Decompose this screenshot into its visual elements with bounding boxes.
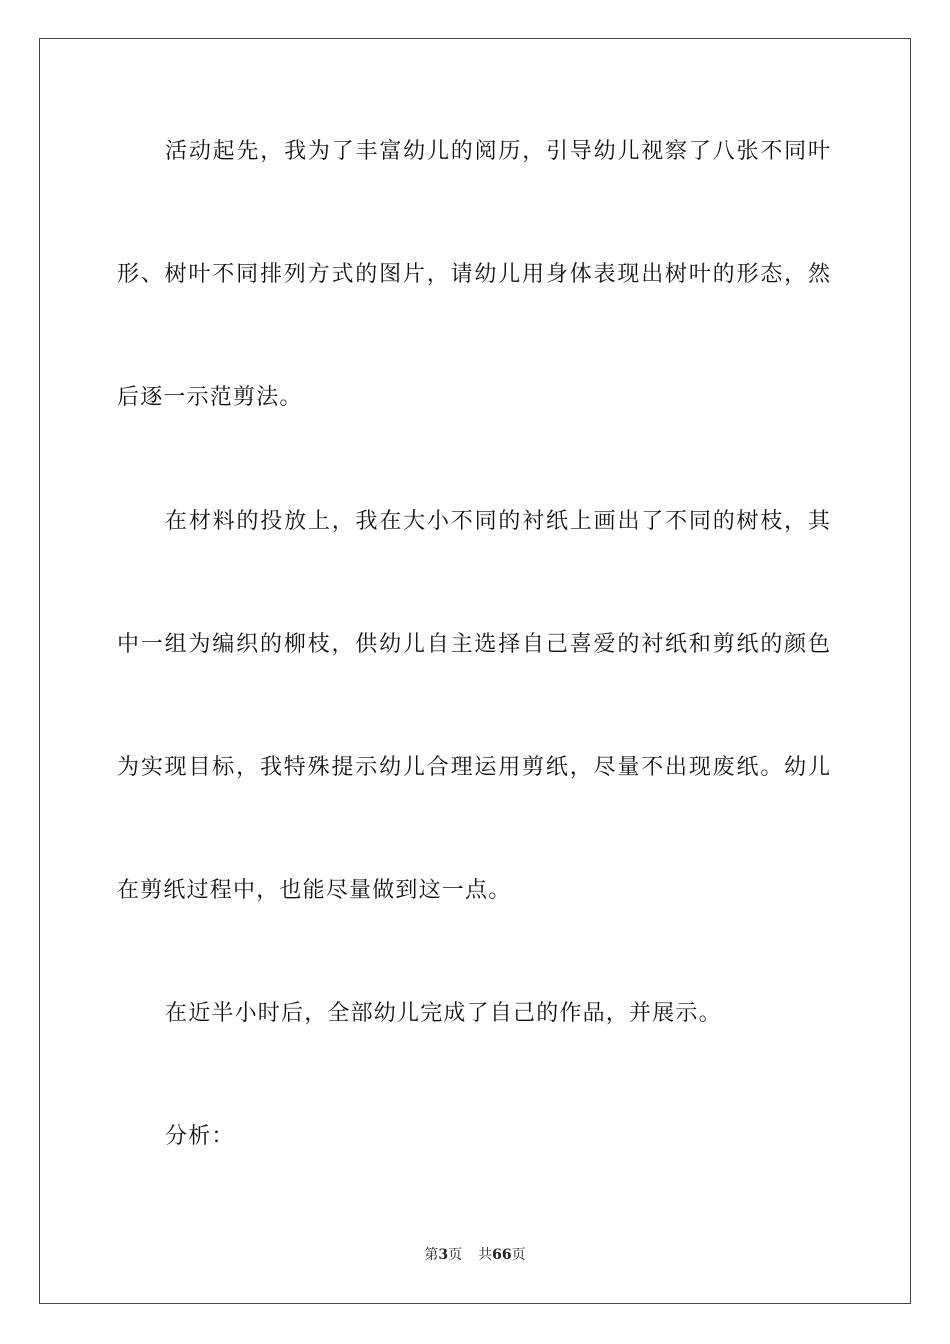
page-frame — [39, 38, 911, 1304]
paragraph-3-line-1: 在近半小时后，全部幼儿完成了自己的作品，并展示。 — [165, 1001, 722, 1026]
paragraph-1-line-1: 活动起先，我为了丰富幼儿的阅历，引导幼儿视察了八张不同叶 — [165, 139, 830, 164]
total-prefix: 共 — [478, 1247, 493, 1263]
total-suffix: 页 — [511, 1247, 526, 1263]
page-number: 3 — [438, 1247, 449, 1263]
page-suffix: 页 — [448, 1247, 463, 1263]
paragraph-2-line-4: 在剪纸过程中，也能尽量做到这一点。 — [117, 878, 512, 903]
page-footer — [0, 1245, 950, 1265]
analysis-heading: 分析： — [165, 1124, 235, 1149]
paragraph-1-line-3: 后逐一示范剪法。 — [117, 385, 303, 410]
page-prefix: 第 — [424, 1247, 439, 1263]
paragraph-2-line-1: 在材料的投放上，我在大小不同的衬纸上画出了不同的树枝，其 — [165, 509, 830, 534]
paragraph-2-line-2: 中一组为编织的柳枝，供幼儿自主选择自己喜爱的衬纸和剪纸的颜色 — [117, 632, 830, 657]
paragraph-2-line-3: 为实现目标，我特殊提示幼儿合理运用剪纸，尽量不出现废纸。幼儿 — [117, 755, 830, 780]
paragraph-1-line-2: 形、树叶不同排列方式的图片，请幼儿用身体表现出树叶的形态，然 — [117, 262, 830, 287]
total-pages: 66 — [492, 1247, 512, 1263]
